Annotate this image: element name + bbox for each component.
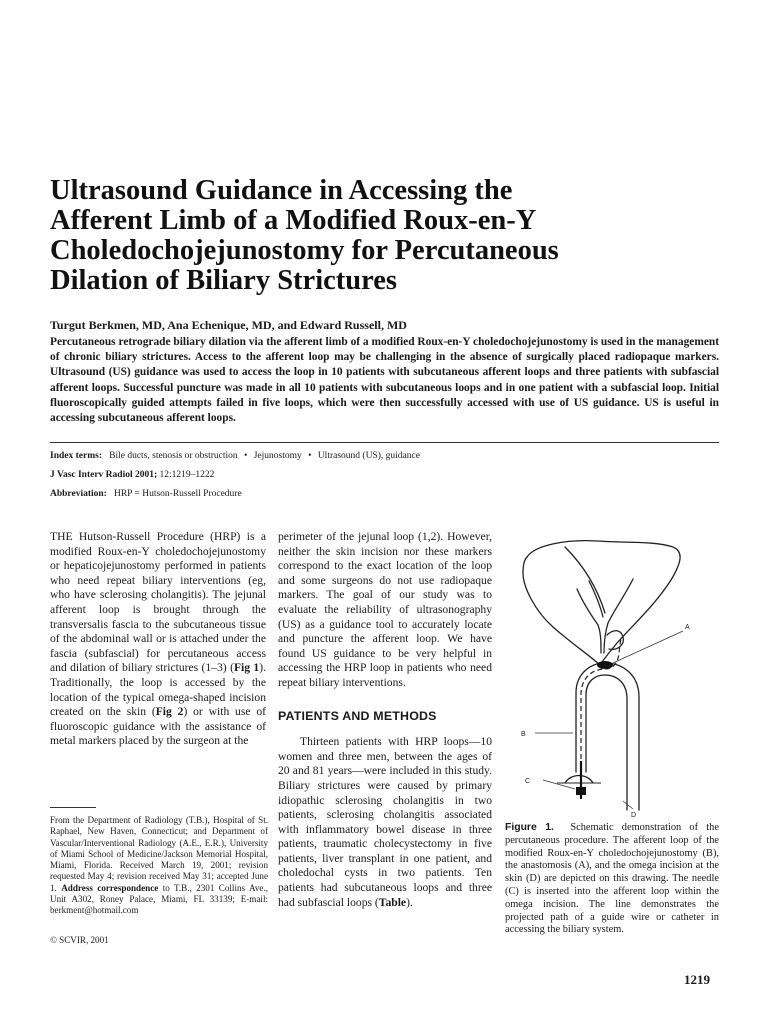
affiliation-footnote [50,815,268,917]
table-reference[interactable]: Table [378,895,407,909]
body-text: Thirteen patients with HRP loops—10 women and three men, between the ages of 20 and 81 years—were included in this study. Biliary strictures were caused by primary idiopathic sclerosing cholangitis in two patients, sclerosing cholangitis associated with inflammatory bowel disease in three patients, traumatic cholecystectomy in five patients, liver transplant in one patient, and choledochal cysts in two patients. Ten patients had subcutaneous loops and three had subfascial loops ( [278,735,492,909]
body-column-2 [278,530,492,910]
authors: Turgut Berkmen, MD, Ana Echenique, MD, and Edward Russell, MD [50,318,407,332]
label-b: B [521,731,526,738]
title-line: Ultrasound Guidance in Accessing the [50,175,513,206]
copyright: © SCVIR, 2001 [50,935,109,945]
label-d: D [631,812,637,819]
figure-caption-label: Figure 1. [505,822,554,833]
page-number: 1219 [684,972,710,987]
body-paragraph [278,735,492,910]
abbreviation: HRP = Hutson-Russell Procedure [113,489,242,499]
index-term: Jejunostomy [253,451,302,461]
article-title [50,176,730,296]
body-text: THE Hutson-Russell Procedure (HRP) is a modified Roux-en-Y choledochojejunostomy or hepaticojejunostomy performed in patients who need repeat biliary interventions (eg, who have sclerosing cholangitis). The jejunal afferent loop is brought through the transversalis fascia to the subcutaneous tissue of the abdominal wall or is attached under the fascia (subfascial) for percutaneous access and dilation of biliary strictures (1–3) ( [50,530,266,675]
footnote-text: From the Department of Radiology (T.B.), Hospital of St. Raphael, New Haven, Connecticut; and Department of Vascular/Interventional Radiology (A.E., E.R.), University of Miami School of Medicine/Jackson Memorial Hospital, Miami, Florida. Received March 19, 2001; revision requested May 4; revision received May 31; accepted June 1. [50,815,268,893]
label-a: A [685,624,690,631]
body-text: ). Traditionally, the loop is accessed by the location of the typical omega-shaped incision created on the skin ( [50,661,266,719]
footnote-divider [50,807,96,808]
abbreviation-label: Abbreviation: [50,489,107,499]
afferent-loop-inner [586,675,627,810]
leader-c [543,780,575,789]
guide-wire-path [581,637,621,775]
figure-reference[interactable]: Fig 1 [233,661,260,675]
index-term: Ultrasound (US), guidance [317,451,420,461]
body-text: ) or with use of fluoroscopic guidance with the assistance of metal markers placed by the surgeon at the [50,705,266,748]
title-line: Dilation of Biliary Strictures [50,265,397,296]
abstract: Percutaneous retrograde biliary dilation via the afferent limb of a modified Roux-en-Y choledochojejunostomy is used in the management of chronic biliary strictures. Access to the afferent loop may be challenging in the absence of surgically placed radiopaque markers. Ultrasound (US) guidance was used to access the loop in 10 patients with subcutaneous afferent loops and three patients with subfascial afferent loops. Successful puncture was made in all 10 patients with subcutaneous loops and in one patient with a subfascial loop. Initial fluoroscopically guided attempts failed in five loops, which were then successfully accessed with use of US guidance. US is useful in accessing subcutaneous afferent loops. [50,336,719,425]
figure-caption [505,822,719,937]
needle-hub [576,787,586,795]
body-paragraph: perimeter of the jejunal loop (1,2). However, neither the skin incision nor these markers correspond to the exact location of the loop and some surgeons do not use radiopaque markers. The goal of our study was to evaluate the reliability of ultrasonography (US) as a guidance tool to accurately locate and puncture the afferent loop. We have found US guidance to be very helpful in accessing the HRP loop in patients who need repeat biliary interventions. [278,530,492,689]
omega-incision [565,776,593,784]
figure-reference[interactable]: Fig 2 [155,705,184,719]
abbreviation-line [50,489,242,499]
title-line: Afferent Limb of a Modified Roux-en-Y [50,205,537,236]
index-terms [50,451,420,461]
bullet-separator: • [308,451,312,461]
figure-caption-text: Schematic demonstration of the percutaneous procedure. The afferent loop of the modified Roux-en-Y choledochojejunostomy (B), the anastomosis (A), and the omega incision at the skin (D) are depicted on this drawing. The needle (C) is inserted into the afferent loop within the omega incision. The line demonstrates the projected path of a guide wire or catheter in accessing the biliary system. [505,822,719,936]
bile-duct-branch [589,581,603,617]
section-heading: PATIENTS AND METHODS [278,708,437,723]
leader-d [623,801,633,809]
title-line: Choledochojejunostomy for Percutaneous [50,235,559,266]
label-c: C [525,778,531,785]
index-terms-label: Index terms: [50,451,102,461]
index-term: Bile ducts, stenosis or obstruction [109,451,238,461]
footnote-bold: Address correspondence [61,882,159,893]
body-paragraph [50,530,266,749]
abstract-divider [50,442,719,443]
figure-1-schematic [505,525,720,820]
bullet-separator: • [244,451,248,461]
body-text: ). [406,895,413,909]
anastomosis-marker [597,661,613,669]
body-column-1 [50,530,266,749]
journal-pages: 12:1219–1222 [159,470,215,480]
journal-citation [50,470,214,480]
footnote-text: to T.B., 2301 Collins Ave., Unit A302, Roney Palace, Miami, FL 33139; E-mail: berkment@hotmail.com [50,882,268,916]
journal-name: J Vasc Interv Radiol 2001; [50,470,158,480]
